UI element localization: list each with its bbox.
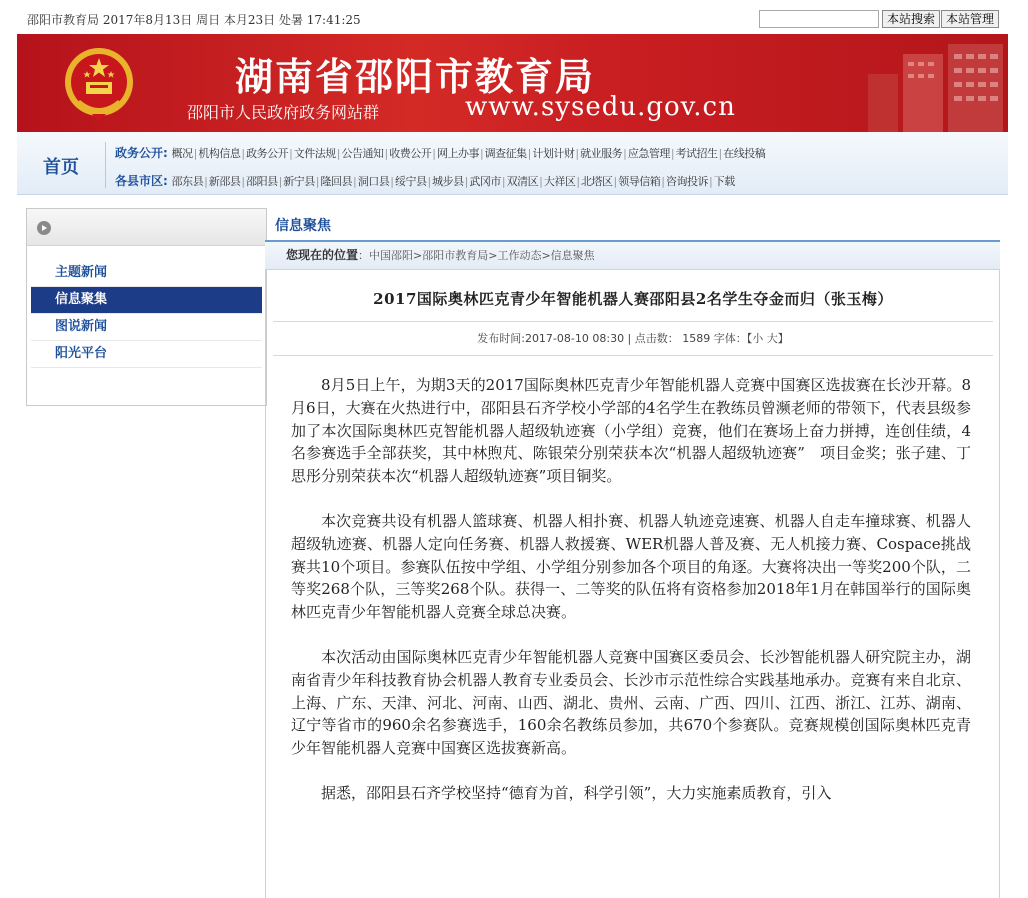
nav-gov-link[interactable]: 收费公开 [389,147,432,160]
article-paragraph: 本次竞赛共设有机器人篮球赛、机器人相扑赛、机器人轨迹竞速赛、机器人自走车撞球赛、机器人超级轨迹赛、机器人定向任务赛、机器人救援赛、WER机器人普及赛、无人机接力赛、Cospace挑战赛共10个项目。参赛队伍按中学组、小学组分别参加各个项目的角逐。大赛将决出一等奖200个队，二等奖268个队，三等奖268个队。获得一、二等奖的队伍将有资格参加2018年1月在韩国举行的国际奥林匹克青少年智能机器人竞赛全球总决赛。 [291,511,971,622]
article-body [291,374,971,827]
site-url: www.sysedu.gov.cn [465,92,736,122]
breadcrumb [265,242,1000,270]
nav-separator: | [501,175,506,188]
nav-gov-link[interactable]: 公告通知 [341,147,384,160]
sidebar-header [27,209,266,246]
nav-separator: | [432,147,436,160]
sidebar-item[interactable]: 主题新闻 [31,260,262,287]
nav-separator: | [336,147,341,160]
nav-county-link[interactable]: 咨询投诉 [665,175,708,188]
nav-county-link[interactable]: 双清区 [506,175,539,188]
site-admin-button[interactable]: 本站管理 [941,10,999,28]
article-title: 2017国际奥林匹克青少年智能机器人赛邵阳县2名学生夺金而归（张玉梅） [373,290,893,308]
divider [273,355,993,356]
nav-gov-link[interactable]: 概况 [171,147,193,160]
nav-separator: | [289,147,293,160]
nav-county-link[interactable]: 新宁县 [283,175,315,188]
national-emblem-icon [62,44,136,124]
nav-gov-link[interactable]: 就业服务 [580,147,623,160]
nav-county-link[interactable]: 大祥区 [543,175,576,188]
nav-home-link[interactable]: 首页 [43,157,79,178]
nav-gov-link[interactable]: 应急管理 [627,147,670,160]
nav-county-link[interactable]: 下载 [713,175,735,188]
main-navigation [17,132,1008,195]
site-subtitle: 邵阳市人民政府政务网站群 [187,103,380,122]
section-title: 信息聚焦 [275,218,331,234]
nav-county-link[interactable]: 隆回县 [320,175,353,188]
nav-county-link[interactable]: 邵东县 [171,175,204,188]
nav-county-link[interactable]: 领导信箱 [618,175,661,188]
nav-county-link[interactable]: 绥宁县 [394,175,427,188]
breadcrumb-label: 您现在的位置 [286,248,359,262]
nav-separator: | [353,175,357,188]
nav-separator: | [193,147,198,160]
nav-separator: | [479,147,484,160]
nav-gov-link[interactable]: 网上办事 [436,147,479,160]
sidebar-item[interactable]: 图说新闻 [31,314,262,341]
nav-county-link[interactable]: 新邵县 [208,175,241,188]
breadcrumb-path[interactable]: ：中国邵阳>邵阳市教育局>工作动态>信息聚焦 [358,249,595,262]
nav-county-link[interactable]: 北塔区 [581,175,613,188]
divider [273,321,993,322]
nav-county-link[interactable]: 邵阳县 [246,175,278,188]
article-paragraph: 据悉，邵阳县石齐学校坚持“德育为首，科学引领”，大力实施素质教育，引入 [321,783,832,802]
nav-separator: | [708,175,713,188]
article-paragraph: 8月5日上午，为期3天的2017国际奥林匹克青少年智能机器人竞赛中国赛区选拔赛在长沙开幕。8月6日，大赛在火热进行中，邵阳县石齐学校小学部的4名学生在教练员曾濒老师的带领下，代表县级参加了本次国际奥林匹克智能机器人超级轨迹赛（小学组）竞赛，他们在赛场上奋力拼搏，连创佳绩，4名参赛选手全部获奖，其中林煦芃、陈银荣分别荣获本次“机器人超级轨迹赛” 项目金奖；张子建、丁思彤分别荣获本次“机器人超级轨迹赛”项目铜奖。 [291,376,971,486]
sidebar-item[interactable]: 信息聚集 [31,287,262,314]
nav-separator: | [576,175,581,188]
nav-separator: | [575,147,580,160]
nav-separator: | [539,175,543,188]
nav-divider [105,142,106,188]
circle-arrow-icon [37,221,51,235]
nav-separator: | [278,175,283,188]
nav-gov-link[interactable]: 机构信息 [198,147,241,160]
sidebar-item[interactable]: 阳光平台 [31,341,262,368]
nav-separator: | [670,147,675,160]
search-input[interactable] [759,10,879,28]
article-meta: 发布时间:2017-08-10 08:30 | 点击数： 1589 字体：【小 大】 [477,332,789,345]
nav-separator: | [623,147,627,160]
sidebar-menu [27,246,266,368]
nav-row-header: 政务公开: [115,146,168,160]
nav-gov-link[interactable]: 考试招生 [675,147,718,160]
nav-row-government [115,144,765,161]
nav-gov-link[interactable]: 在线投稿 [723,147,766,160]
section-header [265,208,1000,242]
content-border-left [265,270,266,898]
city-skyline-image [858,34,1008,132]
nav-separator: | [718,147,723,160]
article-paragraph: 本次活动由国际奥林匹克青少年智能机器人竞赛中国赛区委员会、长沙智能机器人研究院主办，湖南省青少年科技教育协会机器人教育专业委员会、长沙市示范性综合实践基地承办。竞赛有来自北京、上海、广东、天津、河北、河南、山西、湖北、贵州、云南、广西、四川、江西、浙江、江苏、湖南、辽宁等省市的960余名参赛选手，160余名教练员参加，共670个参赛队。竞赛规模创国际奥林匹克青少年智能机器人竞赛中国赛区选拔赛新高。 [291,647,971,758]
nav-separator: | [427,175,432,188]
nav-separator: | [315,175,320,188]
nav-row-counties [115,172,735,189]
sidebar [26,208,267,406]
nav-separator: | [527,147,532,160]
site-title: 湖南省邵阳市教育局 [235,55,596,99]
nav-separator: | [613,175,618,188]
nav-separator: | [241,175,246,188]
nav-county-link[interactable]: 洞口县 [357,175,390,188]
site-search-button[interactable]: 本站搜索 [882,10,940,28]
nav-separator: | [384,147,389,160]
nav-county-link[interactable]: 武冈市 [469,175,501,188]
nav-row-header: 各县市区: [115,174,168,188]
nav-gov-link[interactable]: 调查征集 [484,147,527,160]
nav-county-link[interactable]: 城步县 [432,175,464,188]
site-banner [17,34,1008,132]
nav-separator: | [464,175,469,188]
top-status-bar [0,0,1028,34]
nav-gov-link[interactable]: 政务公开 [246,147,289,160]
nav-gov-link[interactable]: 文件法规 [293,147,336,160]
nav-gov-link[interactable]: 计划计财 [532,147,575,160]
nav-separator: | [661,175,665,188]
date-time-text: 邵阳市教育局 2017年8月13日 周日 本月23日 处暑 17:41:25 [27,13,361,27]
nav-separator: | [390,175,394,188]
nav-separator: | [241,147,246,160]
nav-separator: | [204,175,208,188]
content-border-right [999,270,1000,898]
